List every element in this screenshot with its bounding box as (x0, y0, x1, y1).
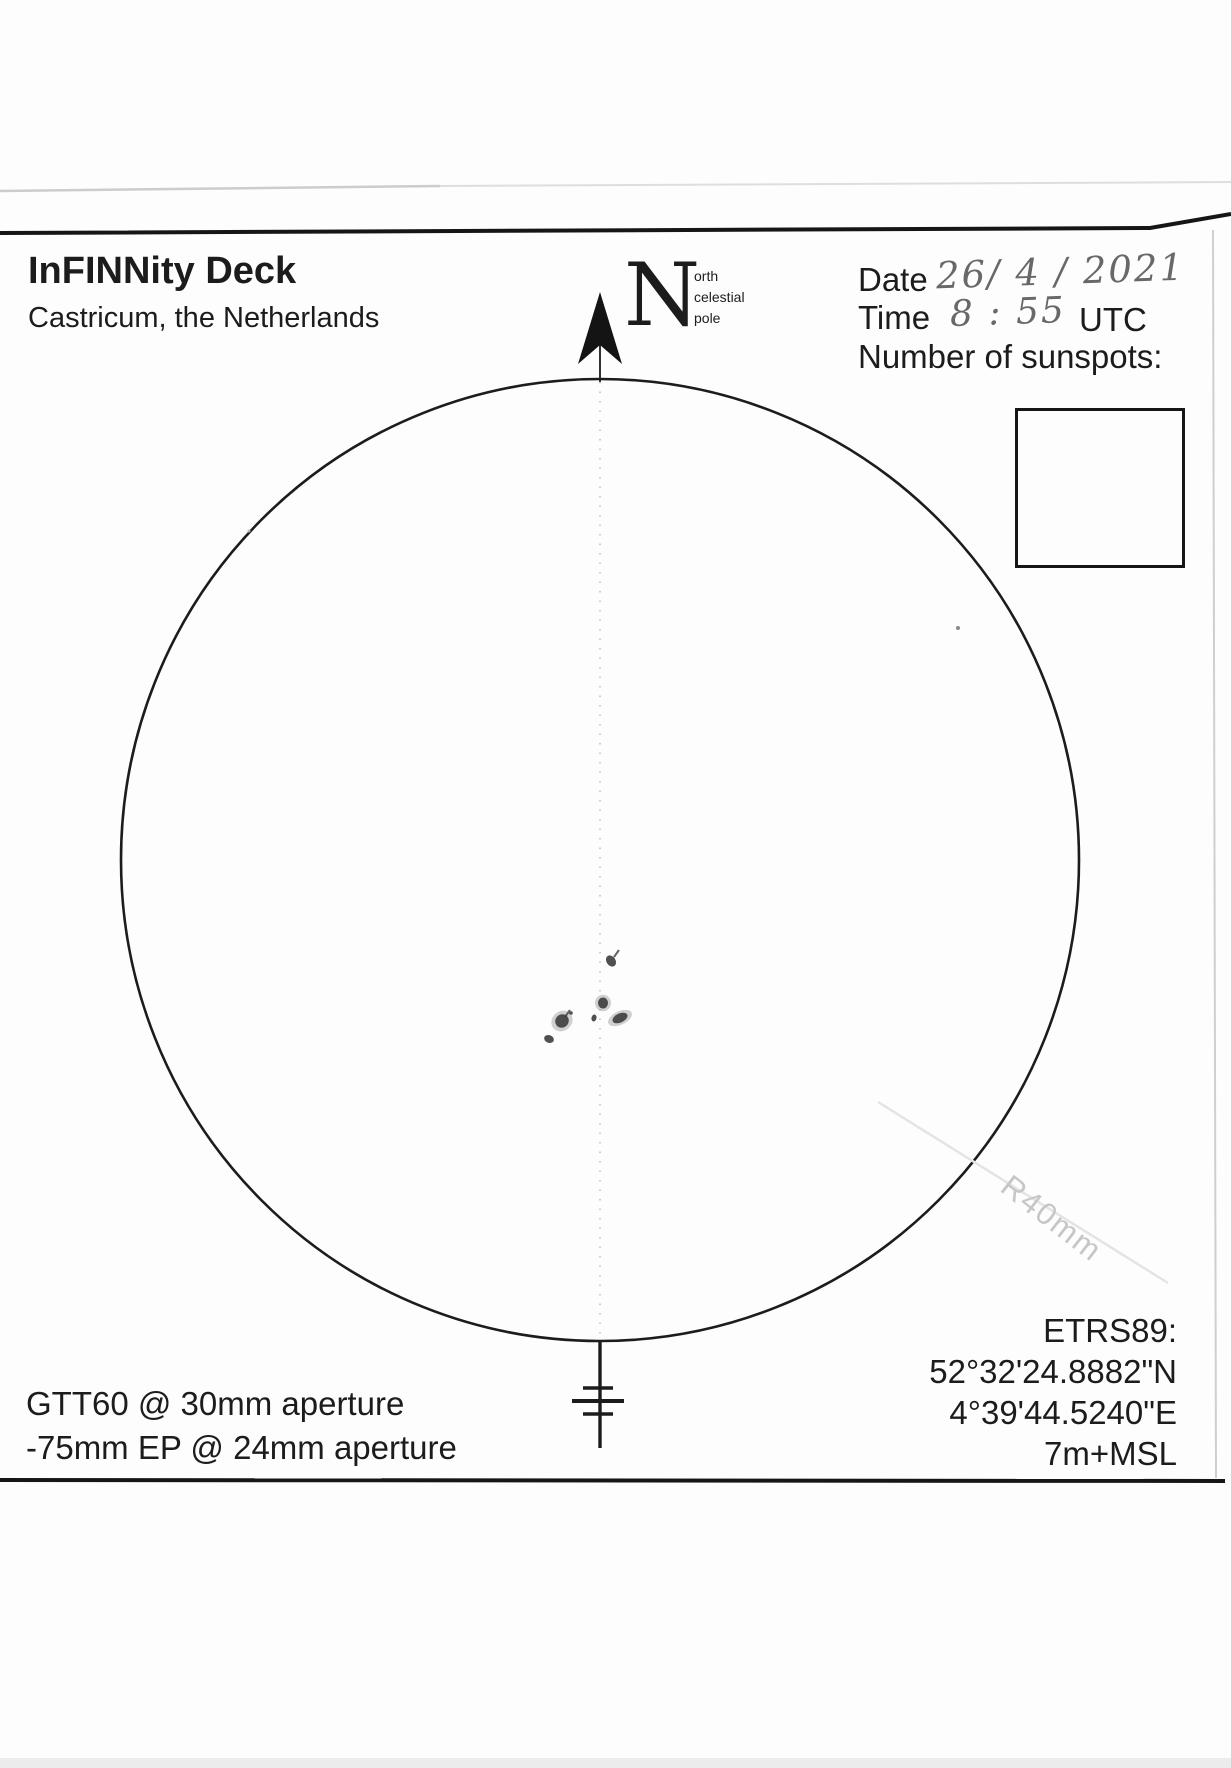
north-caption-line: orth (694, 268, 719, 284)
longitude-value: 4°39'44.5240"E (949, 1394, 1177, 1431)
datum-label: ETRS89: (1043, 1312, 1177, 1349)
sunspot-cluster (543, 950, 634, 1044)
sheet-top-border (0, 214, 1231, 233)
time-unit-label: UTC (1079, 301, 1147, 338)
sunspot-count-label: Number of sunspots: (858, 338, 1163, 375)
page-subtitle: Castricum, the Netherlands (28, 302, 380, 334)
equipment-note (26, 1382, 457, 1470)
sunspot-count-box (1015, 408, 1185, 568)
north-letter: N (624, 244, 701, 346)
sunspot (543, 1034, 555, 1045)
sheet-right-border (1213, 230, 1216, 1478)
sunspot (598, 998, 608, 1009)
latitude-value: 52°32'24.8882"N (929, 1353, 1177, 1390)
date-handwritten-value: 26/ 4 / 2021 (935, 245, 1186, 298)
equipment-line: -75mm EP @ 24mm aperture (26, 1429, 457, 1466)
scan-edge-streak (440, 182, 1231, 186)
scan-speck (248, 530, 251, 533)
scan-speck (956, 626, 960, 630)
equipment-line: GTT60 @ 30mm aperture (26, 1385, 405, 1422)
sunspot (569, 1011, 573, 1015)
sheet-bottom-border (0, 1480, 1225, 1481)
radius-watermark: R40mm (994, 1168, 1110, 1269)
sunspot-tail (614, 950, 619, 957)
north-caption-line: celestial (694, 289, 745, 305)
solar-disk-circle (121, 379, 1079, 1341)
sunspot (591, 1014, 598, 1022)
north-caption (694, 266, 745, 329)
scan-edge-streak (0, 186, 440, 191)
north-caption-line: pole (694, 310, 721, 326)
time-label: Time (858, 299, 931, 336)
elevation-value: 7m+MSL (1044, 1435, 1177, 1472)
location-block (929, 1310, 1177, 1474)
time-handwritten-value: 8 : 55 (949, 289, 1067, 336)
scan-bottom-shadow (0, 1758, 1231, 1768)
page-title: InFINNity Deck (28, 250, 297, 292)
date-label: Date (858, 261, 928, 298)
